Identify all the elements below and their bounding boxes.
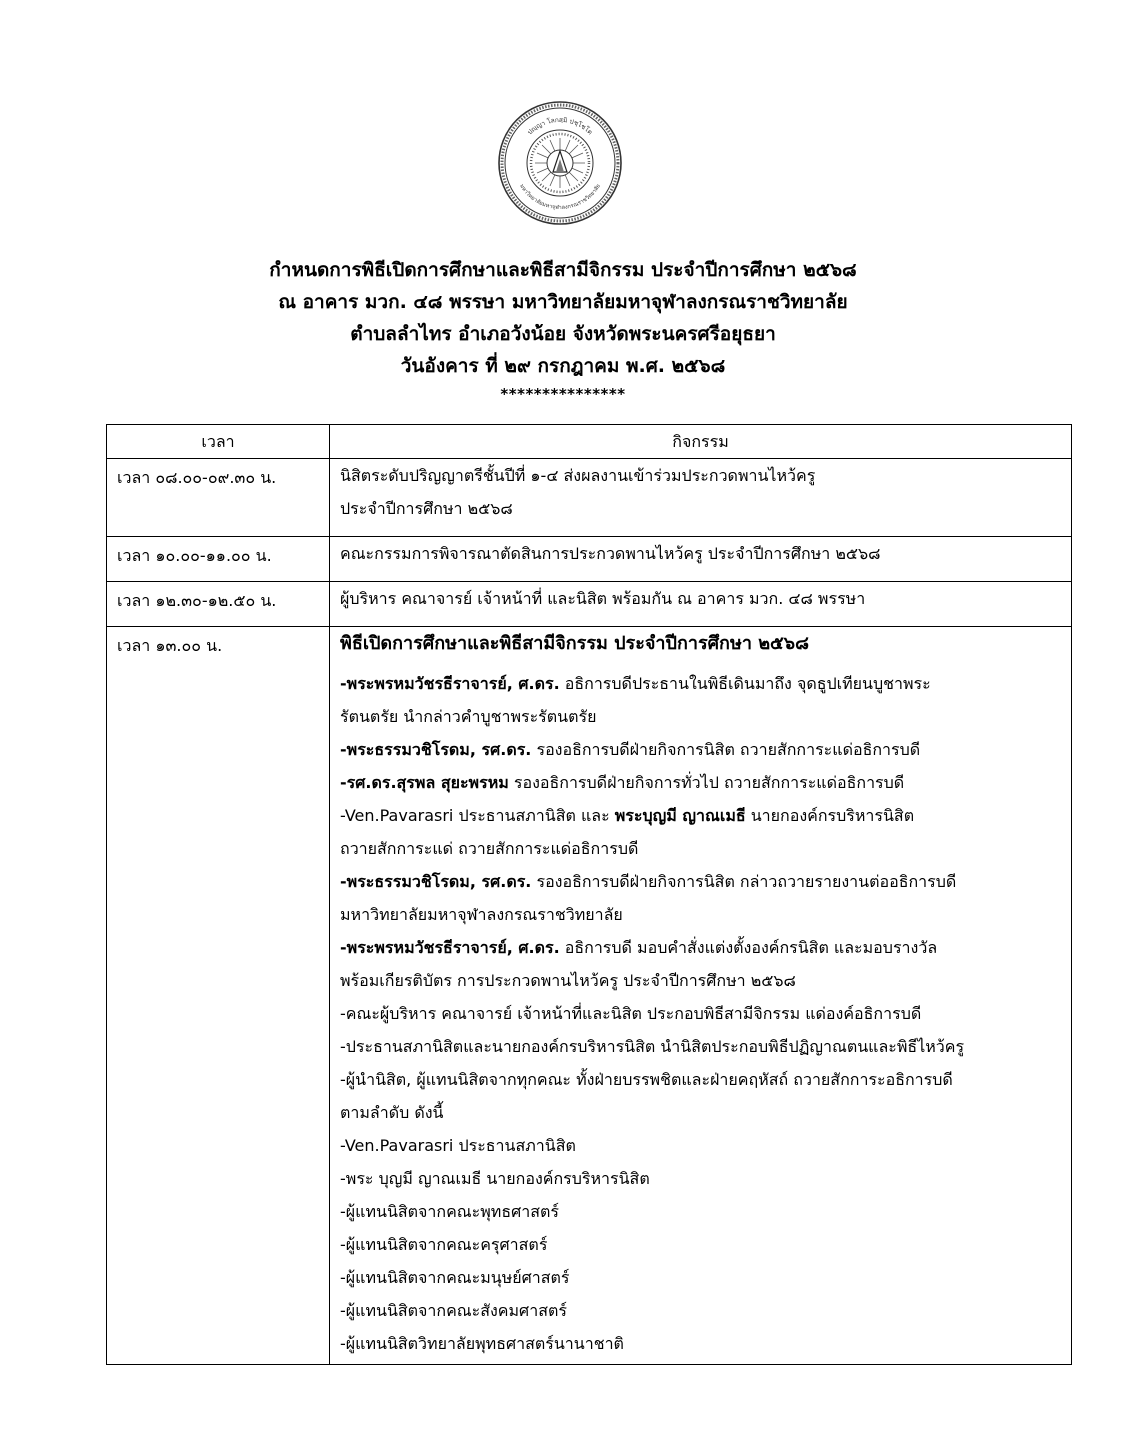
row-time: เวลา ๑๐.๐๐-๑๑.๐๐ น. (107, 537, 330, 582)
activity-line: นิสิตระดับปริญญาตรีชั้นปีที่ ๑-๔ ส่งผลงานเข้าร่วมประกวดพานไหว้ครู (340, 466, 816, 485)
table-row (107, 537, 1072, 582)
svg-text:ปญฺญา โลกสฺมิ ปชฺโชโต (526, 116, 594, 136)
table-header-row (107, 425, 1072, 459)
row-time: เวลา ๐๘.๐๐-๐๙.๓๐ น. (107, 459, 330, 537)
university-seal-logo (497, 100, 623, 226)
heading-separator: *************** (500, 385, 626, 403)
activity-text: -ประธานสภานิสิตและนายกองค์กรบริหารนิสิต นำนิสิตประกอบพิธีปฏิญาณตนและพิธีไหว้ครู (340, 1037, 965, 1056)
activity-line: ประจำปีการศึกษา ๒๕๖๘ (340, 499, 513, 518)
row-time: เวลา ๑๒.๓๐-๑๒.๕๐ น. (107, 582, 330, 627)
heading-venue: ณ อาคาร มวก. ๔๘ พรรษา มหาวิทยาลัยมหาจุฬาลงกรณราชวิทยาลัย (278, 291, 848, 313)
seal-university-name: มหาวิทยาลัยมหาจุฬาลงกรณราชวิทยาลัย (518, 183, 602, 212)
seal-motto: ปญฺญา โลกสฺมิ ปชฺโชโต (525, 115, 595, 137)
activity-text: -Ven.Pavarasri ประธานสภานิสิต (340, 1136, 576, 1155)
row-activity (330, 627, 1072, 1365)
activity-text: มหาวิทยาลัยมหาจุฬาลงกรณราชวิทยาลัย (340, 905, 623, 924)
person-name: -พระธรรมวชิโรดม, รศ.ดร. (340, 740, 532, 759)
activity-text: อธิการบดีประธานในพิธีเดินมาถึง จุดธูปเทียนบูชาพระ (559, 674, 931, 693)
person-name: พระบุญมี ญาณเมธี (614, 806, 746, 825)
activity-text: -ผู้แทนนิสิตจากคณะสังคมศาสตร์ (340, 1301, 567, 1320)
document-heading (0, 254, 1126, 404)
activity-text: รองอธิการบดีฝ่ายกิจการทั่วไป ถวายสักการะแด่อธิการบดี (508, 773, 905, 792)
heading-title: กำหนดการพิธีเปิดการศึกษาและพิธีสามีจิกรรม ประจำปีการศึกษา ๒๕๖๘ (269, 259, 857, 281)
activity-text: -ผู้แทนนิสิตจากคณะมนุษย์ศาสตร์ (340, 1268, 570, 1287)
schedule-table (106, 424, 1072, 1365)
activity-text: -ผู้แทนนิสิตจากคณะครุศาสตร์ (340, 1235, 548, 1254)
header-time: เวลา (107, 425, 330, 459)
row-time: เวลา ๑๓.๐๐ น. (107, 627, 330, 1365)
activity-text: -Ven.Pavarasri ประธานสภานิสิต และ (340, 806, 615, 825)
person-name: -พระธรรมวชิโรดม, รศ.ดร. (340, 872, 532, 891)
row-activity (330, 582, 1072, 627)
activity-text: รองอธิการบดีฝ่ายกิจการนิสิต ถวายสักการะแด่อธิการบดี (531, 740, 921, 759)
person-name: -พระพรหมวัชรธีราจารย์, ศ.ดร. (340, 674, 560, 693)
activity-text: -พระ บุญมี ญาณเมธี นายกองค์กรบริหารนิสิต (340, 1169, 650, 1188)
header-activity: กิจกรรม (330, 425, 1072, 459)
activity-line: ผู้บริหาร คณาจารย์ เจ้าหน้าที่ และนิสิต พร้อมกัน ณ อาคาร มวก. ๔๘ พรรษา (340, 589, 866, 608)
activity-text: -คณะผู้บริหาร คณาจารย์ เจ้าหน้าที่และนิสิต ประกอบพิธีสามีจิกรรม แด่องค์อธิการบดี (340, 1004, 922, 1023)
row-activity (330, 459, 1072, 537)
table-row (107, 627, 1072, 1365)
ceremony-title: พิธีเปิดการศึกษาและพิธีสามีจิกรรม ประจำปีการศึกษา ๒๕๖๘ (340, 633, 809, 654)
activity-text: รองอธิการบดีฝ่ายกิจการนิสิต กล่าวถวายรายงานต่ออธิการบดี (531, 872, 957, 891)
activity-text: ตามลำดับ ดังนี้ (340, 1103, 444, 1122)
activity-text: -ผู้นำนิสิต, ผู้แทนนิสิตจากทุกคณะ ทั้งฝ่ายบรรพชิตและฝ่ายคฤหัสถ์ ถวายสักการะอธิการบดี (340, 1070, 953, 1089)
activity-text: -ผู้แทนนิสิตจากคณะพุทธศาสตร์ (340, 1202, 559, 1221)
activity-text: พร้อมเกียรติบัตร การประกวดพานไหว้ครู ประจำปีการศึกษา ๒๕๖๘ (340, 971, 796, 990)
row-activity (330, 537, 1072, 582)
heading-date: วันอังคาร ที่ ๒๙ กรกฎาคม พ.ศ. ๒๕๖๘ (400, 355, 726, 377)
table-row (107, 582, 1072, 627)
activity-text: นายกองค์กรบริหารนิสิต (745, 806, 915, 825)
table-row (107, 459, 1072, 537)
activity-text: รัตนตรัย นำกล่าวคำบูชาพระรัตนตรัย (340, 707, 597, 726)
activity-text: ถวายสักการะแด่ ถวายสักการะแด่อธิการบดี (340, 839, 639, 858)
person-name: -รศ.ดร.สุรพล สุยะพรหม (340, 773, 509, 792)
activity-text: -ผู้แทนนิสิตวิทยาลัยพุทธศาสตร์นานาชาติ (340, 1334, 624, 1353)
activity-line: คณะกรรมการพิจารณาตัดสินการประกวดพานไหว้ครู ประจำปีการศึกษา ๒๕๖๘ (340, 544, 881, 563)
heading-location: ตำบลลำไทร อำเภอวังน้อย จังหวัดพระนครศรีอยุธยา (350, 323, 776, 345)
activity-text: อธิการบดี มอบคำสั่งแต่งตั้งองค์กรนิสิต และมอบรางวัล (559, 938, 938, 957)
person-name: -พระพรหมวัชรธีราจารย์, ศ.ดร. (340, 938, 560, 957)
